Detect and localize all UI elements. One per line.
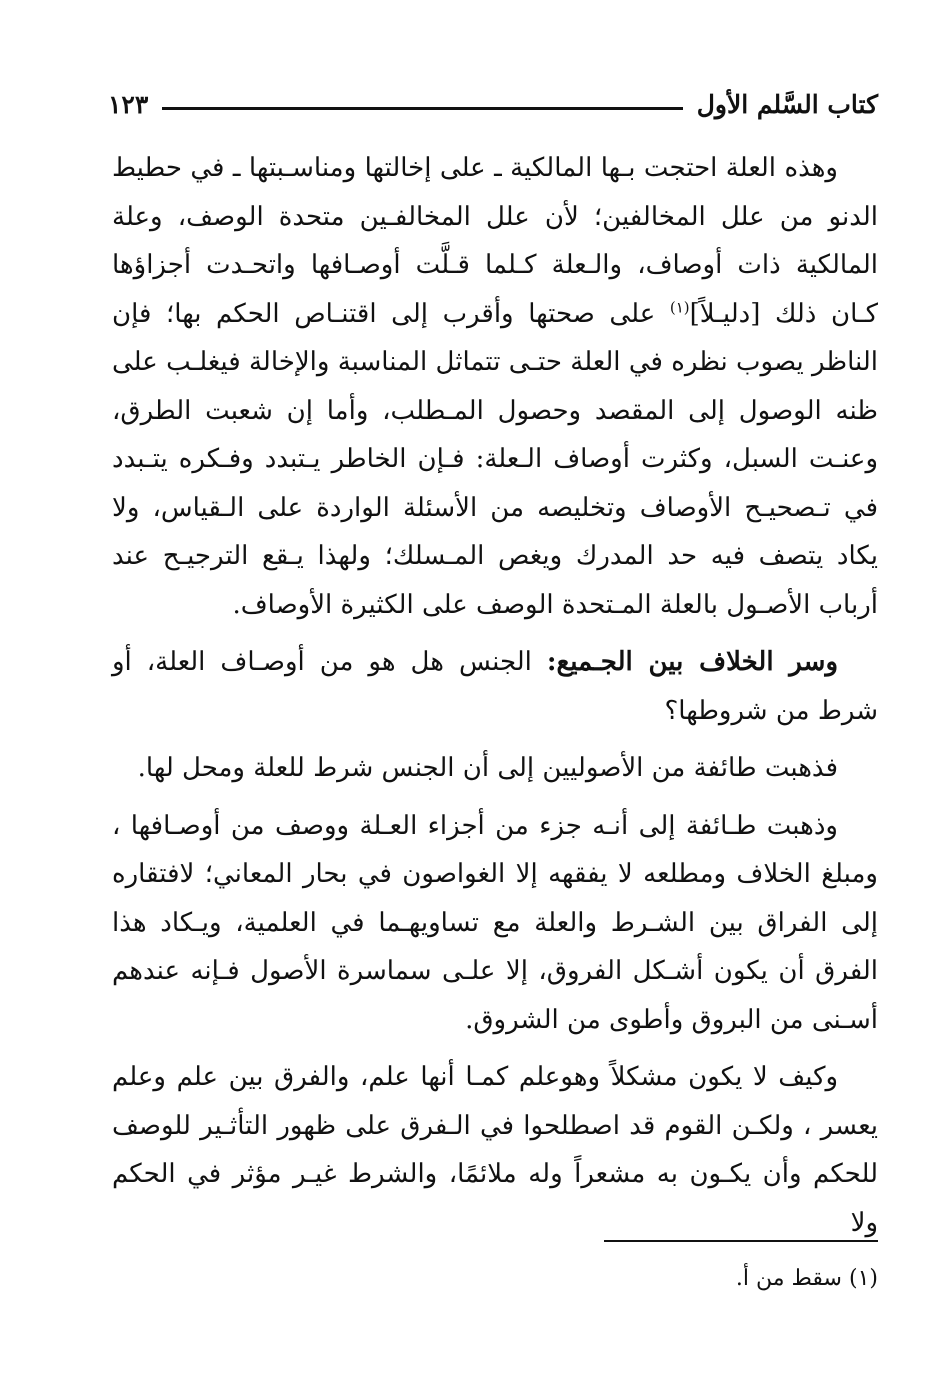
paragraph-2	[112, 638, 878, 735]
paragraph-4-text: وذهبت طـائفة إلى أنـه جزء من أجزاء العـلة ووصف من أوصـافها ، ومبلغ الخلاف ومطلعه لا يفقهه إلا الغواصون في بحار المعاني؛ لافتقاره إلى الفراق بين الشـرط والعلة مع تساويهـما في العلمية، ويـكاد هذا الفرق أن يكون أشـكل الفروق، إلا علـى سماسرة الأصول فـإنه عندهم أسـنى من البروق وأطوى من الشروق.	[112, 810, 878, 1035]
footnote: (١) سقط من أ.	[735, 1266, 878, 1291]
paragraph-1-tail: على صحتها وأقرب إلى اقتنـاص الحكم بها؛ فإن الناظر يصوب نظره في العلة حتـى تتماثل المناسبة والإخالة فيغلـب على ظنه الوصول إلى المقصد وحصول المـطلب، وأما إن شعبت الطرق، وعنـت السبل، وكثرت أوصاف الـعلة: فـإن الخاطر يـتبدد وفـكره يتـبدد في تـصحيـح الأوصاف وتخليصه من الأسئلة الواردة على الـقياس، ولا يكاد يتصف فيه حد المدرك ويغص المـسلك؛ ولهذا يـقع الترجيـح عند أرباب الأصـول بالعلة المـتحدة الوصف على الكثيرة الأوصاف.	[112, 298, 878, 620]
paragraph-5-text: وكيف لا يكون مشكلاً وهوعلم كمـا أنها علم، والفرق بين علم وعلم يعسر ، ولكـن القوم قد اصطلحوا في الـفرق على ظهور التأثـير للوصف للحكم وأن يكـون به مشعراً وله ملائمًا، والشرط غيـر مؤثر في الحكم ولا	[112, 1062, 878, 1238]
page-number: ١٢٣	[108, 89, 149, 119]
paragraph-3-text: فذهبت طائفة من الأصوليين إلى أن الجنس شرط للعلة ومحل لها.	[137, 753, 838, 783]
page-header	[108, 84, 878, 124]
paragraph-2-lead: وسر الخلاف بين الجـميع:	[546, 647, 838, 677]
running-title: كتاب السَّلم الأول	[696, 89, 878, 119]
header-rule	[162, 107, 682, 110]
body-text	[112, 144, 878, 1247]
footnote-separator	[604, 1240, 878, 1242]
paragraph-4	[112, 802, 878, 1045]
footnote-reference: (١)	[669, 297, 690, 316]
paragraph-5	[112, 1053, 878, 1247]
paragraph-1	[112, 144, 878, 629]
paragraph-2-text: الجنس هل هو من أوصـاف العلة، أو شرط من شروطها؟	[112, 647, 878, 726]
paragraph-1-text: وهذه العلة احتجت بـها المالكية ـ على إخالتها ومناسـبتها ـ في حطيط الدنو من علل المخالفين؛ لأن علل المخالفـين متحدة الوصف، وعلة المالكية ذات أوصاف، والـعلة كـلما قـلَّت أوصـافها واتحـدت أجزاؤها كـان ذلك [دليـلاً]	[112, 153, 878, 329]
paragraph-3	[112, 744, 878, 793]
